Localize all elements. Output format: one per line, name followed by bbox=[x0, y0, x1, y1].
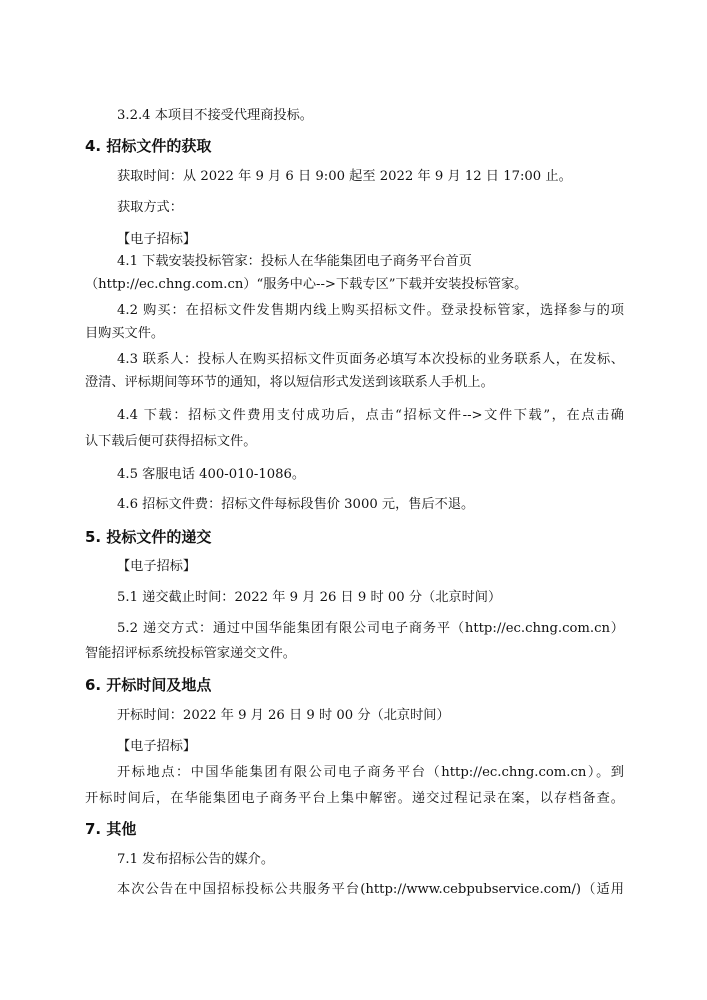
section-4-heading: 4. 招标文件的获取 bbox=[85, 137, 212, 155]
acquisition-time: 获取时间：从 2022 年 9 月 6 日 9:00 起至 2022 年 9 月 12 日 17:00 止。 bbox=[117, 169, 572, 184]
item-5-1: 5.1 递交截止时间：2022 年 9 月 26 日 9 时 00 分（北京时间） bbox=[117, 590, 502, 605]
item-4-2-line1: 4.2 购买：在招标文件发售期内线上购买招标文件。登录投标管家，选择参与的项 bbox=[117, 303, 624, 318]
paragraph-3-2-4: 3.2.4 本项目不接受代理商投标。 bbox=[117, 108, 313, 123]
item-4-1-line2: （http://ec.chng.com.cn）“服务中心-->下载专区”下载并安装投标管家。 bbox=[85, 277, 528, 292]
opening-place-line1: 开标地点：中国华能集团有限公司电子商务平台（http://ec.chng.com.cn）。到 bbox=[117, 765, 624, 780]
item-4-2-line2: 目购买文件。 bbox=[85, 326, 165, 341]
section-6-heading: 6. 开标时间及地点 bbox=[85, 676, 212, 694]
item-4-6: 4.6 招标文件费：招标文件每标段售价 3000 元，售后不退。 bbox=[117, 497, 475, 512]
section-5-heading: 5. 投标文件的递交 bbox=[85, 528, 212, 546]
section-7-heading: 7. 其他 bbox=[85, 820, 137, 838]
item-4-3-line1: 4.3 联系人：投标人在购买招标文件页面务必填写本次投标的业务联系人，在发标、 bbox=[117, 352, 624, 367]
item-4-1-line1: 4.1 下载安装投标管家：投标人在华能集团电子商务平台首页 bbox=[117, 254, 472, 269]
acquisition-method: 获取方式： bbox=[117, 200, 183, 215]
item-5-2-line2: 智能招评标系统投标管家递交文件。 bbox=[85, 646, 296, 661]
item-4-4-line2: 认下载后便可获得招标文件。 bbox=[85, 434, 257, 449]
electronic-bid-tag: 【电子招标】 bbox=[117, 232, 197, 247]
item-5-2-line1: 5.2 递交方式：通过中国华能集团有限公司电子商务平（http://ec.chng.com.cn） bbox=[117, 621, 624, 636]
electronic-bid-tag-6: 【电子招标】 bbox=[117, 739, 197, 754]
item-7-1: 7.1 发布招标公告的媒介。 bbox=[117, 852, 275, 867]
item-7-2: 本次公告在中国招标投标公共服务平台(http://www.cebpubservice.com/)（适用 bbox=[117, 882, 624, 897]
item-4-3-line2: 澄清、评标期间等环节的通知，将以短信形式发送到该联系人手机上。 bbox=[85, 375, 494, 390]
opening-time: 开标时间：2022 年 9 月 26 日 9 时 00 分（北京时间） bbox=[117, 708, 450, 723]
opening-place-line2: 开标时间后，在华能集团电子商务平台上集中解密。递交过程记录在案，以存档备查。 bbox=[85, 791, 624, 806]
electronic-bid-tag-5: 【电子招标】 bbox=[117, 559, 197, 574]
item-4-4-line1: 4.4 下载：招标文件费用支付成功后，点击“招标文件-->文件下载”，在点击确 bbox=[117, 408, 624, 423]
item-4-5: 4.5 客服电话 400-010-1086。 bbox=[117, 467, 306, 482]
